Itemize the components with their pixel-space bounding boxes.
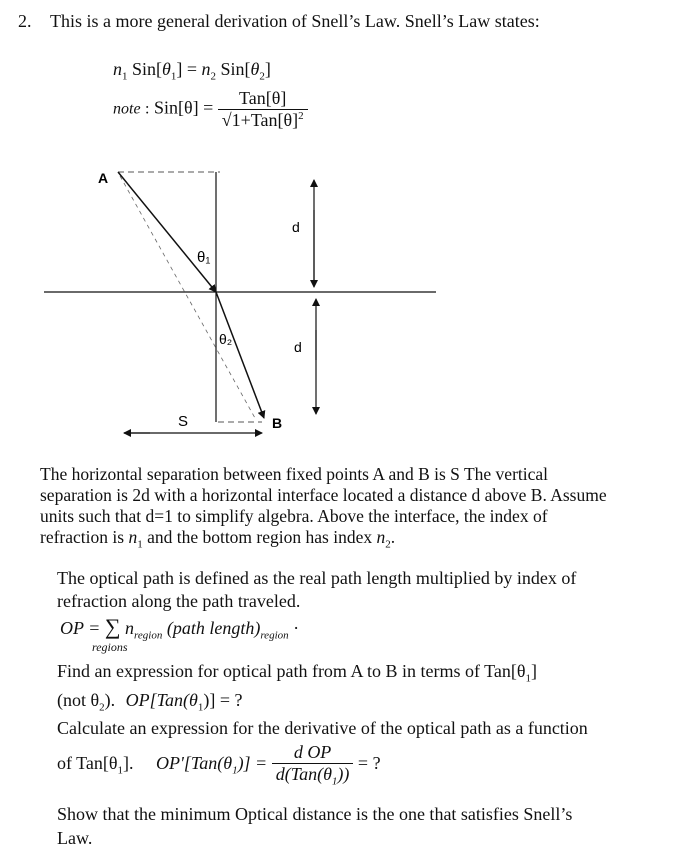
label-theta1: θ₁ xyxy=(197,249,211,266)
problem-number: 2. xyxy=(18,11,32,31)
optical-path-formula: OP = ∑ $n_{region}$ (path $length)_{region}$ · xyxy=(60,614,300,642)
note-numerator: Tan[θ] xyxy=(239,88,287,108)
derivative-fraction: $\frac{\text{d OP}}{d(Tan(\theta_1))}$ xyxy=(272,742,354,785)
note-label: note xyxy=(113,100,141,118)
label-s: S xyxy=(178,413,189,430)
note-lhs: Sin[θ] = xyxy=(154,97,214,118)
task1-line1: Find an expression for optical path from A to B in terms of $Tan[\theta_1]$ xyxy=(57,661,537,685)
task1-line2: (not $\theta_2$). $OP[Tan(\theta_1)]$ = ? xyxy=(57,690,243,714)
label-d-bottom: d xyxy=(294,339,302,355)
note-equation: note : Sin[θ] = $\frac{\text{Tan[θ]}}{√1+Tan[\theta]^2}$ xyxy=(113,88,308,131)
task3: Show that the minimum Optical distance is the one that satisfies Snell’s Law. xyxy=(57,804,573,848)
note-denominator: $√1+Tan[\theta]^2$ xyxy=(218,109,308,131)
incident-ray xyxy=(118,172,216,292)
label-a: A xyxy=(98,170,109,186)
dashed-guide xyxy=(120,176,255,418)
task2-derivative: of $Tan[\theta_1]$. $OP'[Tan(\theta_1)]$ = $\frac{\text{d OP}}{d(Tan(\theta_1))}$ = ? xyxy=(57,742,381,788)
description-paragraph: The horizontal separation between fixed points A and B is S The vertical separation is 2d with a horizontal interface located a distance d above B. Assume units such that d=1 to simplify algebra. Above the interface, the index of refraction is $n_1$ and the bottom region has index $n_2$. xyxy=(40,464,607,551)
refracted-ray xyxy=(216,292,264,418)
task2-line1: Calculate an expression for the derivative of the optical path as a function xyxy=(57,718,588,738)
sum-under-label: regions xyxy=(92,640,128,654)
snell-equation: $n_1$ $Sin[\theta_1] = n_2$ $Sin[\theta_2]$ xyxy=(113,59,271,83)
label-theta2: θ₂ xyxy=(219,331,233,347)
label-d-top: d xyxy=(292,219,300,235)
problem-heading-text: This is a more general derivation of Snell’s Law. Snell’s Law states: xyxy=(50,11,540,31)
optical-path-definition: The optical path is defined as the real path length multiplied by index of refraction along the path traveled. xyxy=(57,568,577,611)
label-b: B xyxy=(272,415,283,431)
